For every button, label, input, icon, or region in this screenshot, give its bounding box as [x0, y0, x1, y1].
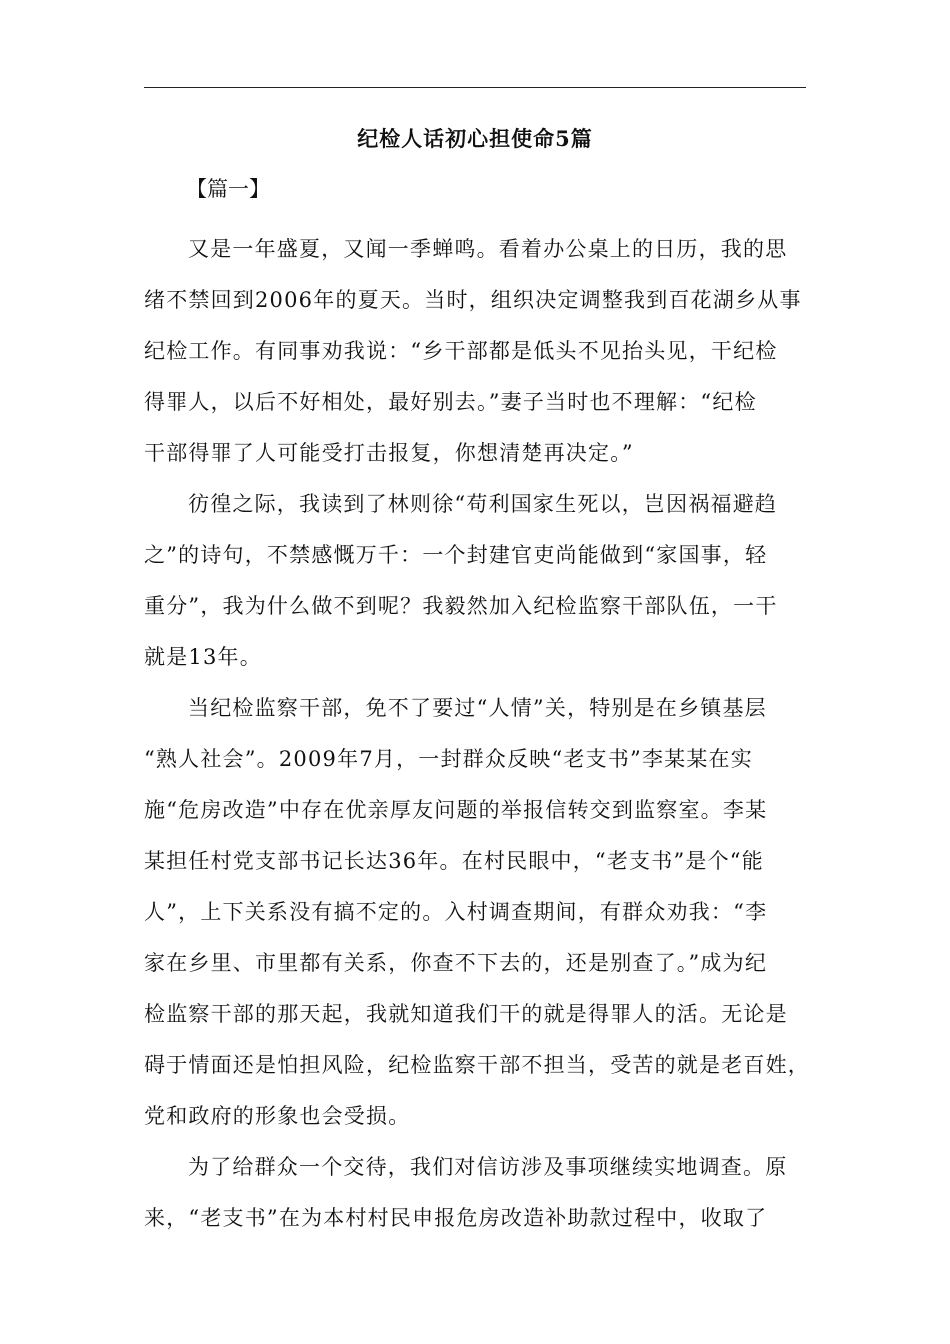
paragraph-4	[144, 1142, 818, 1244]
document-body	[144, 224, 818, 1244]
paragraph-3	[144, 683, 818, 1142]
text-line: 碍于情面还是怕担风险，纪检监察干部不担当，受苦的就是老百姓，	[144, 1053, 810, 1077]
document-title: 纪检人话初心担使命5篇	[357, 126, 593, 151]
text-line: 重分”，我为什么做不到呢？我毅然加入纪检监察干部队伍，一干	[144, 594, 778, 618]
text-line: 当纪检监察干部，免不了要过“人情”关，特别是在乡镇基层	[188, 696, 767, 720]
text-line: 为了给群众一个交待，我们对信访涉及事项继续实地调查。原	[188, 1155, 788, 1179]
text-line: 绪不禁回到2006年的夏天。当时，组织决定调整我到百花湖乡从事	[144, 288, 802, 312]
text-line: 党和政府的形象也会受损。	[144, 1104, 411, 1128]
text-line: 就是13年。	[144, 645, 262, 669]
header-rule	[144, 87, 806, 88]
text-line: 人”，上下关系没有搞不定的。入村调查期间，有群众劝我：“李	[144, 900, 768, 924]
text-line: 某担任村党支部书记长达36年。在村民眼中，“老支书”是个“能	[144, 849, 764, 873]
text-line: 彷徨之际，我读到了林则徐“苟利国家生死以，岂因祸福避趋	[188, 492, 778, 516]
text-line: 来，“老支书”在为本村村民申报危房改造补助款过程中，收取了	[144, 1206, 768, 1230]
paragraph-1	[144, 224, 818, 479]
text-line: 又是一年盛夏，又闻一季蝉鸣。看着办公桌上的日历，我的思	[188, 237, 788, 261]
text-line: 家在乡里、市里都有关系，你查不下去的，还是别查了。”成为纪	[144, 951, 768, 975]
paragraph-2	[144, 479, 818, 683]
text-line: 干部得罪了人可能受打击报复，你想清楚再决定。”	[144, 441, 634, 465]
text-line: 之”的诗句，不禁感慨万千：一个封建官吏尚能做到“家国事，轻	[144, 543, 768, 567]
section-label: 【篇一】	[186, 177, 270, 201]
text-line: 施“危房改造”中存在优亲厚友问题的举报信转交到监察室。李某	[144, 798, 768, 822]
text-line: “熟人社会”。2009年7月，一封群众反映“老支书”李某某在实	[144, 747, 753, 771]
text-line: 纪检工作。有同事劝我说：“乡干部都是低头不见抬头见，干纪检	[144, 339, 778, 363]
text-line: 得罪人，以后不好相处，最好别去。”妻子当时也不理解：“纪检	[144, 390, 757, 414]
text-line: 检监察干部的那天起，我就知道我们干的就是得罪人的活。无论是	[144, 1002, 788, 1026]
